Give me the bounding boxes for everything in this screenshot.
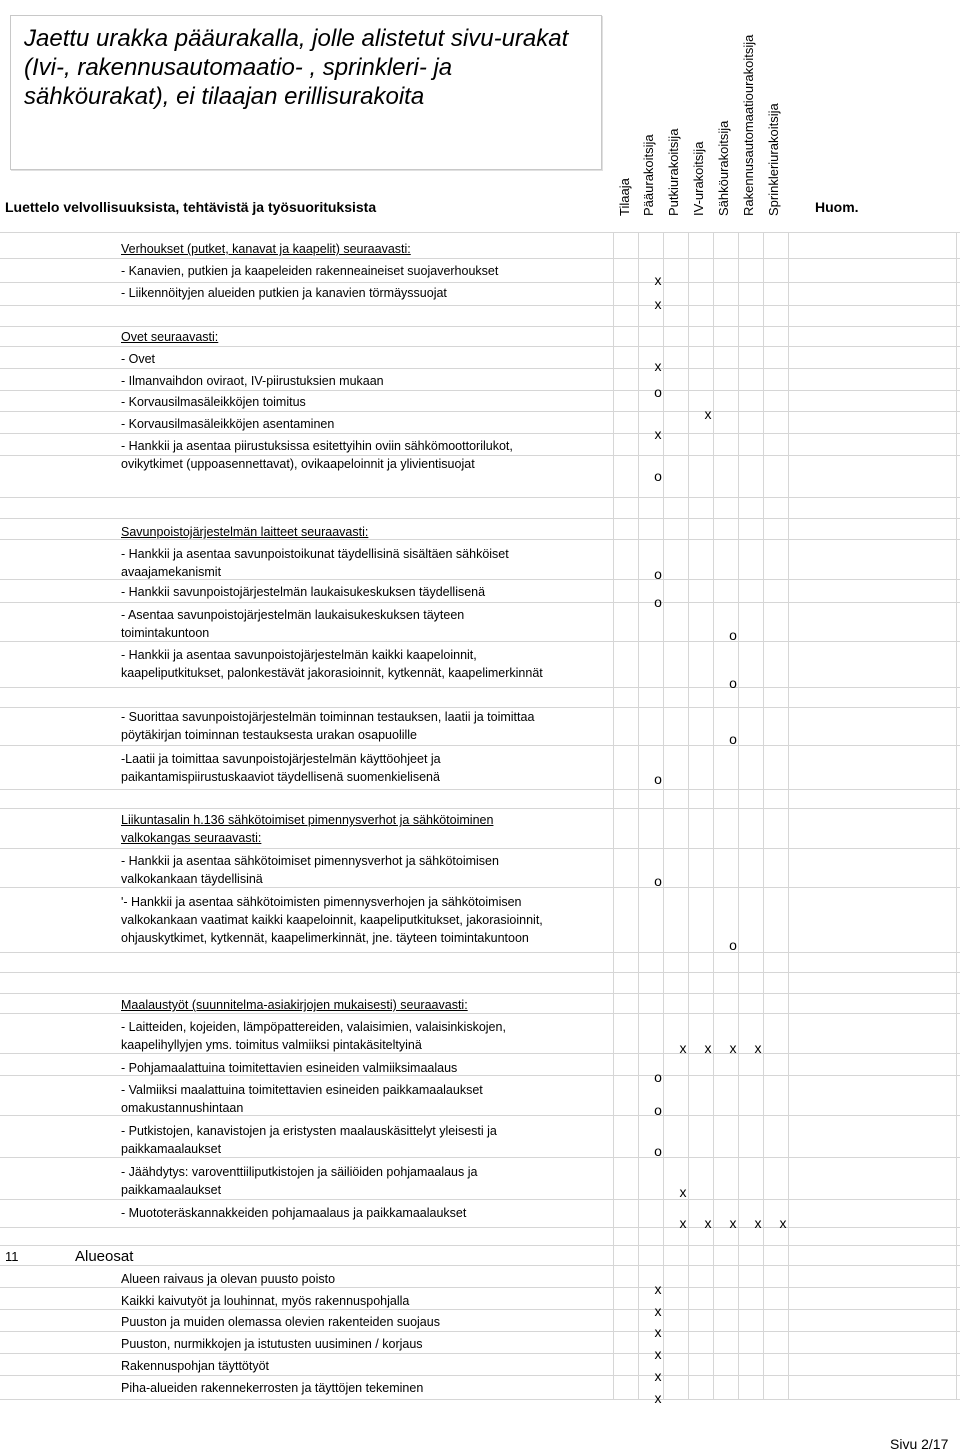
row-text-line: valkokankaan vaatimat kaikki kaapeloinnit, kaapeliputkitukset, jakorasioinnit, [121, 913, 543, 927]
grid-line [0, 687, 960, 688]
table-section-heading [121, 328, 218, 346]
row-text-line: Liikuntasalin h.136 sähkötoimiset pimennysverhot ja sähkötoiminen [121, 813, 494, 827]
column-header-sprinkleriurakoitsija: Sprinkleriurakoitsija [766, 103, 781, 216]
mark-responsible: x [679, 1215, 687, 1231]
grid-line [0, 602, 960, 603]
column-header-paaurakoitsija: Pääurakoitsija [641, 134, 656, 216]
grid-line [0, 789, 960, 790]
table-row [121, 1357, 269, 1375]
document-title: Jaettu urakka pääurakalla, jolle alistetut sivu-urakat (Ivi-, rakennusautomaatio- , sprinkleri- ja sähköurakat), ei tilaajan erillisurakoita [24, 25, 569, 110]
table-row [121, 1292, 409, 1310]
table-section-heading [121, 523, 368, 541]
grid-line [0, 1375, 960, 1376]
mark-optional: o [729, 731, 737, 747]
table-row [121, 1270, 335, 1288]
table-row [121, 393, 306, 411]
grid-line [0, 433, 960, 434]
row-text-line: - Kanavien, putkien ja kaapeleiden rakenneaineiset suojaverhoukset [121, 264, 499, 278]
mark-responsible: x [754, 1040, 762, 1056]
grid-line [0, 1199, 960, 1200]
row-text-line: - Asentaa savunpoistojärjestelmän laukaisukeskuksen täyteen [121, 608, 465, 622]
row-text-line: '- Hankkii ja asentaa sähkötoimisten pimennysverhojen ja sähkötoimisen [121, 895, 522, 909]
mark-optional: o [729, 675, 737, 691]
list-subtitle: Luettelo velvollisuuksista, tehtävistä ja työsuorituksista [5, 199, 377, 215]
row-text-line: - Hankkii ja asentaa savunpoistojärjestelmän kaikki kaapeloinnit, [121, 648, 477, 662]
grid-line [0, 411, 960, 412]
table-row [121, 1059, 457, 1077]
table-row [121, 1313, 440, 1331]
row-text-line: kaapelihyllyjen yms. toimitus valmiiksi pintakäsiteltyinä [121, 1038, 422, 1052]
row-text-line: - Ilmanvaihdon oviraot, IV-piirustuksien mukaan [121, 374, 384, 388]
table-row [121, 284, 447, 302]
mark-responsible: x [754, 1215, 762, 1231]
mark-responsible: x [654, 426, 662, 442]
table-row [121, 372, 384, 390]
row-text-line: Verhoukset (putket, kanavat ja kaapelit) seuraavasti: [121, 242, 411, 256]
mark-responsible: x [729, 1040, 737, 1056]
mark-responsible: x [654, 1390, 662, 1406]
grid-line [638, 232, 639, 1399]
row-text-line: Rakennuspohjan täyttötyöt [121, 1359, 270, 1373]
grid-line [0, 232, 960, 233]
column-header-sahkourakoitsija: Sähköurakoitsija [716, 120, 731, 216]
grid-line [956, 232, 957, 1399]
table-row [121, 893, 543, 947]
mark-responsible: x [654, 1281, 662, 1297]
mark-responsible: x [654, 358, 662, 374]
column-header-iv-urakoitsija: IV-urakoitsija [691, 141, 706, 216]
mark-optional: o [729, 937, 737, 953]
mark-optional: o [654, 771, 662, 787]
table-section-heading [121, 240, 411, 258]
mark-optional: o [729, 627, 737, 643]
column-header-tilaaja: Tilaaja [617, 178, 632, 216]
row-text-line: - Hankkii ja asentaa piirustuksissa esitettyihin oviin sähkömoottorilukot, [121, 439, 513, 453]
mark-responsible: x [654, 1303, 662, 1319]
row-text-line: - Jäähdytys: varoventtiiliputkistojen ja säiliöiden pohjamaalaus ja [121, 1165, 478, 1179]
row-text-line: paikkamaalaukset [121, 1183, 222, 1197]
row-text-line: toimintakuntoon [121, 626, 210, 640]
mark-optional: o [654, 384, 662, 400]
row-text-line: valkokankaan täydellisinä [121, 872, 263, 886]
table-row [121, 606, 464, 642]
table-row [121, 1081, 483, 1117]
row-text-line: - Muototeräskannakkeiden pohjamaalaus ja paikkamaalaukset [121, 1206, 467, 1220]
row-text-line: Puuston, nurmikkojen ja istutusten uusiminen / korjaus [121, 1337, 423, 1351]
mark-optional: o [654, 594, 662, 610]
row-text-line: paikantamispiirustuskaaviot täydellisenä suomenkielisenä [121, 770, 440, 784]
huom-header: Huom. [815, 199, 859, 215]
grid-line [0, 1245, 960, 1246]
mark-responsible: x [654, 1346, 662, 1362]
grid-line [0, 808, 960, 809]
grid-line [0, 952, 960, 953]
mark-responsible: x [654, 1368, 662, 1384]
grid-line [0, 368, 960, 369]
row-text-line: - Suorittaa savunpoistojärjestelmän toiminnan testauksen, laatii ja toimittaa [121, 710, 535, 724]
mark-optional: o [654, 1069, 662, 1085]
row-text-line: ohjauskytkimet, kytkennät, kaapelimerkinnät, jne. täyteen toimintakuntoon [121, 931, 529, 945]
row-text-line: kaapeliputkitukset, palonkestävät jakorasioinnit, kytkennät, kaapelimerkinnät [121, 666, 543, 680]
row-text-line: - Korvausilmasäleikköjen asentaminen [121, 417, 335, 431]
mark-optional: o [654, 873, 662, 889]
row-text-line: - Hankkii savunpoistojärjestelmän laukaisukeskuksen täydellisenä [121, 585, 486, 599]
table-row [121, 646, 543, 682]
grid-line [0, 1227, 960, 1228]
row-text-line: - Hankkii ja asentaa sähkötoimiset pimennysverhot ja sähkötoimisen [121, 854, 499, 868]
grid-line [663, 232, 664, 1399]
row-text-line: valkokangas seuraavasti: [121, 831, 262, 845]
row-text-line: - Ovet [121, 352, 156, 366]
row-text-line: Alueen raivaus ja olevan puusto poisto [121, 1272, 336, 1286]
table-row [121, 350, 155, 368]
grid-line [0, 972, 960, 973]
grid-line [0, 848, 960, 849]
row-text-line: - Laitteiden, kojeiden, lämpöpattereiden, valaisimien, valaisinkiskojen, [121, 1020, 506, 1034]
mark-responsible: x [704, 406, 712, 422]
table-section-heading [121, 996, 468, 1014]
grid-line [0, 326, 960, 327]
grid-line [0, 1399, 960, 1400]
table-row [121, 1163, 477, 1199]
mark-optional: o [654, 1102, 662, 1118]
row-text-line: - Valmiiksi maalattuina toimitettavien esineiden paikkamaalaukset [121, 1083, 483, 1097]
table-row [121, 1122, 497, 1158]
mark-responsible: x [704, 1040, 712, 1056]
grid-line [0, 390, 960, 391]
grid-line [0, 1353, 960, 1354]
table-row [121, 583, 485, 601]
column-header-rakennusautomaatiourakoitsija: Rakennusautomaatiourakoitsija [741, 34, 756, 216]
mark-optional: o [654, 468, 662, 484]
row-text-line: Piha-alueiden rakennekerrosten ja täyttöjen tekeminen [121, 1381, 424, 1395]
table-row [121, 415, 334, 433]
row-text-line: Kaikki kaivutyöt ja louhinnat, myös rakennuspohjalla [121, 1294, 410, 1308]
mark-responsible: x [654, 1324, 662, 1340]
row-text-line: ovikytkimet (uppoasennettavat), ovikaapeloinnit ja ylivientisuojat [121, 457, 475, 471]
mark-responsible: x [704, 1215, 712, 1231]
grid-line [0, 497, 960, 498]
table-row [121, 1335, 423, 1353]
column-header-putkiurakoitsija: Putkiurakoitsija [666, 128, 681, 216]
page-number: Sivu 2/17 [890, 1436, 949, 1452]
grid-line [0, 518, 960, 519]
grid-line [0, 258, 960, 259]
table-row [121, 1204, 466, 1222]
table-row [121, 437, 513, 473]
grid-line [613, 232, 614, 1399]
mark-responsible: x [779, 1215, 787, 1231]
row-text-line: - Pohjamaalattuina toimitettavien esineiden valmiiksimaalaus [121, 1061, 458, 1075]
row-text-line: paikkamaalaukset [121, 1142, 222, 1156]
table-row [121, 852, 499, 888]
table-section-heading [121, 811, 493, 847]
mark-optional: o [654, 566, 662, 582]
grid-line [0, 282, 960, 283]
mark-responsible: x [679, 1184, 687, 1200]
row-text-line: Maalaustyöt (suunnitelma-asiakirjojen mukaisesti) seuraavasti: [121, 998, 468, 1012]
row-text-line: - Korvausilmasäleikköjen toimitus [121, 395, 306, 409]
grid-line [0, 1331, 960, 1332]
table-row [121, 708, 534, 744]
table-row [121, 750, 441, 786]
mark-responsible: x [654, 296, 662, 312]
grid-line [0, 346, 960, 347]
row-text-line: Puuston ja muiden olemassa olevien rakenteiden suojaus [121, 1315, 440, 1329]
table-row [121, 1018, 506, 1054]
row-text-line: avaajamekanismit [121, 565, 222, 579]
mark-optional: o [654, 1143, 662, 1159]
row-text-line: -Laatii ja toimittaa savunpoistojärjestelmän käyttöohjeet ja [121, 752, 441, 766]
table-row [121, 262, 498, 280]
row-text-line: Ovet seuraavasti: [121, 330, 219, 344]
table-row [121, 545, 509, 581]
grid-line [0, 745, 960, 746]
row-text-line: - Liikennöityjen alueiden putkien ja kanavien törmäyssuojat [121, 286, 447, 300]
row-text-line: Savunpoistojärjestelmän laitteet seuraavasti: [121, 525, 369, 539]
row-text-line: pöytäkirjan toiminnan testauksesta urakan osapuolille [121, 728, 418, 742]
table-row [121, 1379, 423, 1397]
row-text-line: - Putkistojen, kanavistojen ja eristysten maalauskäsittelyt yleisesti ja [121, 1124, 497, 1138]
mark-responsible: x [654, 272, 662, 288]
grid-line [0, 305, 960, 306]
section-number: 11 [5, 1249, 19, 1264]
grid-line [0, 1265, 960, 1266]
mark-responsible: x [679, 1040, 687, 1056]
row-text-line: omakustannushintaan [121, 1101, 244, 1115]
row-text-line: - Hankkii ja asentaa savunpoistoikunat täydellisinä sisältäen sähköiset [121, 547, 509, 561]
section-name: Alueosat [75, 1248, 134, 1265]
grid-line [0, 993, 960, 994]
mark-responsible: x [729, 1215, 737, 1231]
